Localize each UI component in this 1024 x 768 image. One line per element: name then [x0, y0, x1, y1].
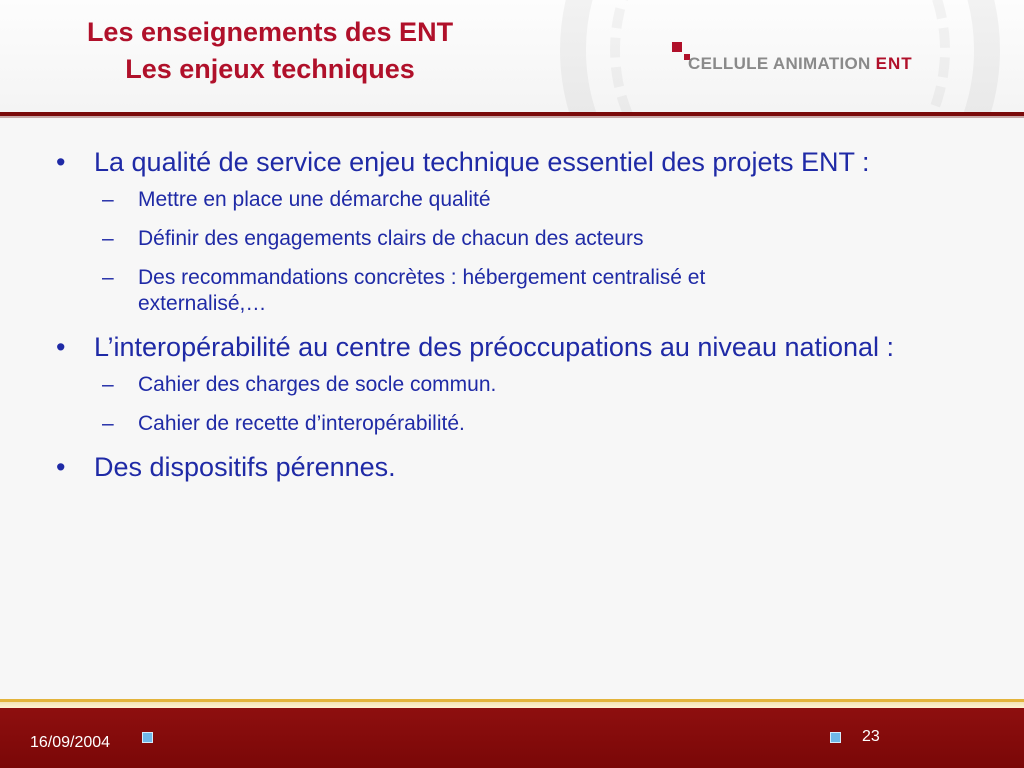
sub-bullet-item — [56, 265, 778, 317]
logo-text-accent: ENT — [875, 54, 913, 73]
sub-bullet-text: Mettre en place une démarche qualité — [138, 188, 491, 211]
sub-bullet-text: Définir des engagements clairs de chacun des acteurs — [138, 227, 644, 250]
sub-bullet-item — [56, 411, 926, 437]
dash-icon: – — [102, 188, 114, 211]
title-line-1: Les enseignements des ENT — [86, 17, 454, 47]
bullet-item — [56, 146, 926, 179]
logo-text-main: CELLULE ANIMATION — [688, 54, 871, 73]
sub-bullet-text: Des recommandations concrètes : hébergement centralisé et externalisé,… — [138, 266, 706, 315]
slide-content — [56, 146, 926, 492]
bullet-icon: • — [56, 147, 66, 177]
bullet-item — [56, 451, 926, 484]
footer-date: 16/09/2004 — [30, 734, 111, 751]
slide-title — [0, 14, 540, 88]
page-number: 23 — [862, 728, 880, 745]
bullet-text: L’interopérabilité au centre des préoccupations au niveau national : — [94, 332, 895, 362]
header-divider-shadow — [0, 116, 1024, 118]
sub-bullet-text: Cahier de recette d’interopérabilité. — [138, 412, 465, 435]
logo-square-icon — [672, 42, 682, 52]
bullet-icon: • — [56, 452, 66, 482]
sub-bullet-text: Cahier des charges de socle commun. — [138, 373, 497, 396]
page-square-icon — [830, 732, 841, 743]
sub-bullet-item — [56, 187, 926, 213]
title-line-2: Les enjeux techniques — [125, 54, 415, 84]
bullet-text: La qualité de service enjeu technique essentiel des projets ENT : — [94, 147, 870, 177]
bullet-icon: • — [56, 332, 66, 362]
dash-icon: – — [102, 373, 114, 396]
cellule-animation-logo — [672, 40, 1002, 80]
date-square-icon — [142, 732, 153, 743]
dash-icon: – — [102, 266, 114, 289]
sub-bullet-item — [56, 226, 926, 252]
slide-footer — [0, 708, 1024, 768]
bullet-item — [56, 331, 914, 364]
sub-bullet-item — [56, 372, 926, 398]
slide-header — [0, 0, 1024, 112]
dash-icon: – — [102, 412, 114, 435]
dash-icon: – — [102, 227, 114, 250]
logo-text — [688, 54, 913, 74]
bullet-text: Des dispositifs pérennes. — [94, 452, 396, 482]
